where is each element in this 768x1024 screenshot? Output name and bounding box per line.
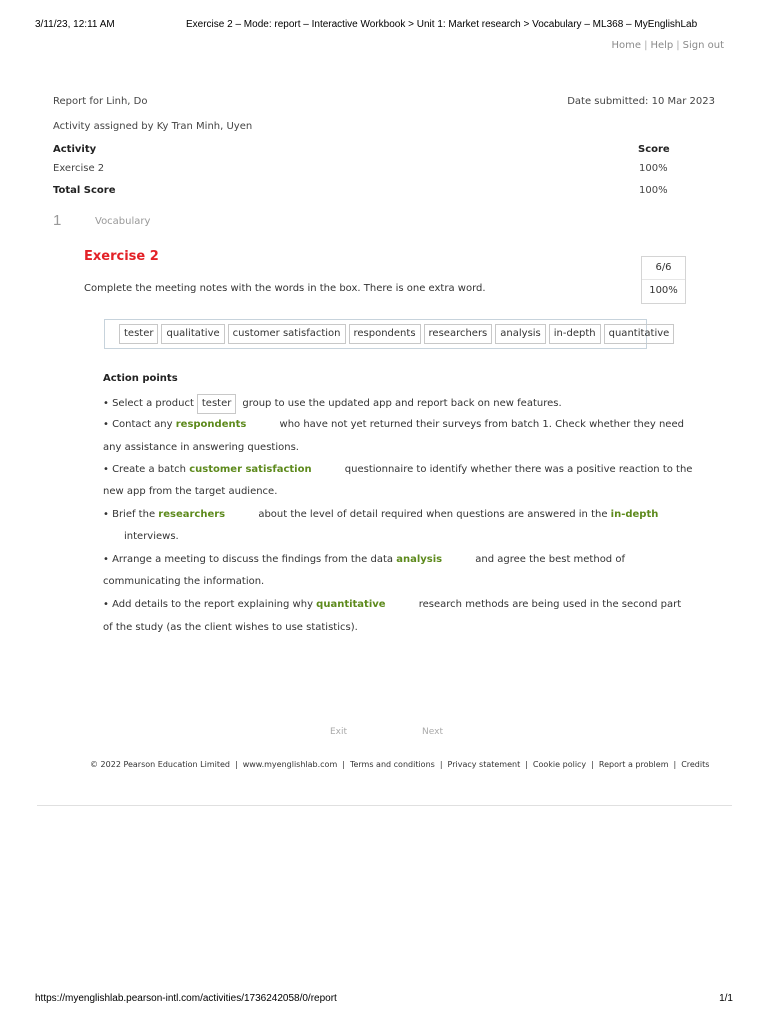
report-for: Report for Linh, Do — [53, 96, 148, 107]
action-point-2: • Contact any respondents who have not yet returned their surveys from batch 1. Check whether they need — [103, 419, 684, 430]
home-link[interactable]: Home — [611, 40, 642, 51]
word-item: in-depth — [549, 324, 601, 344]
word-box — [104, 319, 670, 349]
word-item: quantitative — [604, 324, 675, 344]
print-title: Exercise 2 – Mode: report – Interactive Workbook > Unit 1: Market research > Vocabulary – ML368 – MyEnglishLab — [186, 19, 698, 30]
next-button[interactable]: Next — [422, 727, 443, 737]
action-point-4-cont: interviews. — [124, 531, 179, 542]
activity-row-name: Exercise 2 — [53, 163, 105, 174]
word-item: qualitative — [161, 324, 224, 344]
answer-analysis: analysis — [396, 554, 443, 565]
activity-row-score: 100% — [639, 163, 668, 174]
action-point-5: • Arrange a meeting to discuss the findings from the data analysis and agree the best method of — [103, 554, 625, 565]
score-fraction: 6/6 — [642, 257, 685, 280]
exit-button[interactable]: Exit — [330, 727, 348, 737]
word-item: analysis — [495, 324, 546, 344]
footer-terms-link[interactable]: Terms and conditions — [349, 760, 435, 769]
word-item: researchers — [424, 324, 493, 344]
footer: © 2022 Pearson Education Limited | www.myenglishlab.com | Terms and conditions | Privacy statement | Cookie policy | Report a problem | Credits — [90, 760, 710, 769]
action-point-5-cont: communicating the information. — [103, 576, 265, 587]
total-score-label: Total Score — [53, 185, 116, 196]
activity-header: Activity — [53, 144, 97, 155]
score-header: Score — [638, 144, 670, 155]
score-percent: 100% — [649, 285, 678, 296]
date-submitted: Date submitted: 10 Mar 2023 — [567, 96, 715, 107]
action-point-4: • Brief the researchers about the level of detail required when questions are answered in the in-depth — [103, 509, 659, 520]
action-points-title: Action points — [103, 373, 178, 384]
exercise-title: Exercise 2 — [84, 249, 159, 264]
action-point-2-cont: any assistance in answering questions. — [103, 442, 299, 453]
top-nav: Home | Help | Sign out — [611, 40, 724, 51]
footer-credits-link[interactable]: Credits — [681, 760, 710, 769]
footer-copyright: © 2022 Pearson Education Limited — [90, 760, 230, 769]
answer-customer-satisfaction: customer satisfaction — [189, 464, 312, 475]
print-url: https://myenglishlab.pearson-intl.com/activities/1736242058/0/report — [35, 993, 337, 1004]
help-link[interactable]: Help — [650, 40, 674, 51]
word-item: customer satisfaction — [228, 324, 346, 344]
print-page-number: 1/1 — [719, 993, 733, 1004]
sign-out-link[interactable]: Sign out — [682, 40, 724, 51]
total-score-value: 100% — [639, 185, 668, 196]
assigned-by: Activity assigned by Ky Tran Minh, Uyen — [53, 121, 253, 132]
answer-respondents: respondents — [175, 419, 247, 430]
footer-site-link[interactable]: www.myenglishlab.com — [242, 760, 338, 769]
footer-privacy-link[interactable]: Privacy statement — [447, 760, 521, 769]
footer-cookie-link[interactable]: Cookie policy — [532, 760, 587, 769]
answer-tester: tester — [197, 394, 236, 414]
word-item: tester — [119, 324, 158, 344]
divider — [37, 805, 732, 806]
footer-report-link[interactable]: Report a problem — [598, 760, 669, 769]
answer-researchers: researchers — [158, 509, 226, 520]
print-datetime: 3/11/23, 12:11 AM — [35, 19, 115, 30]
answer-quantitative: quantitative — [316, 599, 386, 610]
exercise-instruction: Complete the meeting notes with the words in the box. There is one extra word. — [84, 283, 486, 294]
action-point-6-cont: of the study (as the client wishes to use statistics). — [103, 622, 358, 633]
action-point-6: • Add details to the report explaining why quantitative research methods are being used in the second part — [103, 599, 682, 610]
action-point-1: • Select a product tester group to use the updated app and report back on new features. — [103, 394, 562, 414]
answer-in-depth: in-depth — [610, 509, 659, 520]
action-point-3-cont: new app from the target audience. — [103, 486, 278, 497]
question-number: 1 — [53, 212, 62, 229]
action-point-3: • Create a batch customer satisfaction questionnaire to identify whether there was a positive reaction to the — [103, 464, 693, 475]
score-box — [641, 256, 686, 304]
section-name: Vocabulary — [95, 216, 151, 227]
word-item: respondents — [349, 324, 421, 344]
